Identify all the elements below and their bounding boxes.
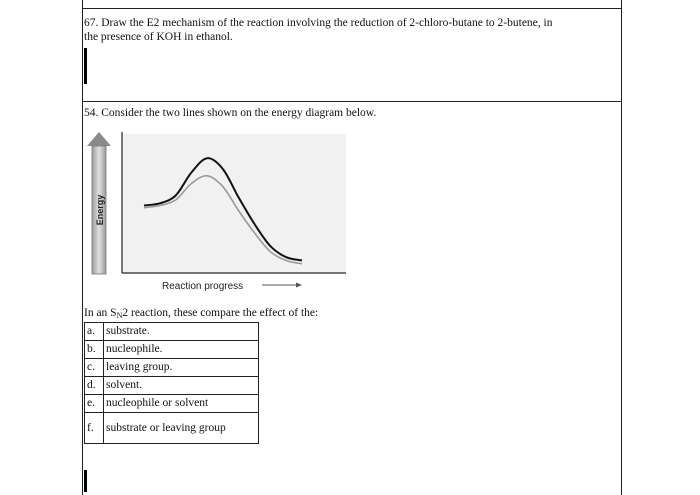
q67-line2: the presence of KOH in ethanol. bbox=[84, 31, 233, 43]
options-table bbox=[84, 322, 259, 444]
y-axis-label: Energy bbox=[95, 194, 105, 226]
option-row-f[interactable]: f. substrate or leaving group bbox=[85, 413, 259, 444]
q67-line1: 67. Draw the E2 mechanism of the reaction involving the reduction of 2-chloro-butane to 2-butene, in bbox=[84, 17, 553, 29]
divider-middle bbox=[82, 101, 622, 102]
text-cursor-bottom[interactable] bbox=[84, 470, 87, 492]
option-row-d[interactable]: d. solvent. bbox=[85, 377, 259, 395]
q54-compare-text: In an $S_N2$ reaction, these compare the effect of the: bbox=[84, 307, 319, 320]
energy-diagram bbox=[84, 128, 354, 298]
x-axis-arrow bbox=[262, 283, 302, 288]
text-cursor[interactable] bbox=[84, 48, 87, 84]
q54-prompt: 54. Consider the two lines shown on the energy diagram below. bbox=[84, 107, 377, 119]
option-row-a[interactable]: a. substrate. bbox=[85, 323, 259, 341]
x-axis-label: Reaction progress bbox=[162, 281, 244, 292]
divider-top bbox=[82, 8, 622, 9]
option-row-b[interactable]: b. nucleophile. bbox=[85, 341, 259, 359]
option-row-e[interactable]: e. nucleophile or solvent bbox=[85, 395, 259, 413]
option-row-c[interactable]: c. leaving group. bbox=[85, 359, 259, 377]
